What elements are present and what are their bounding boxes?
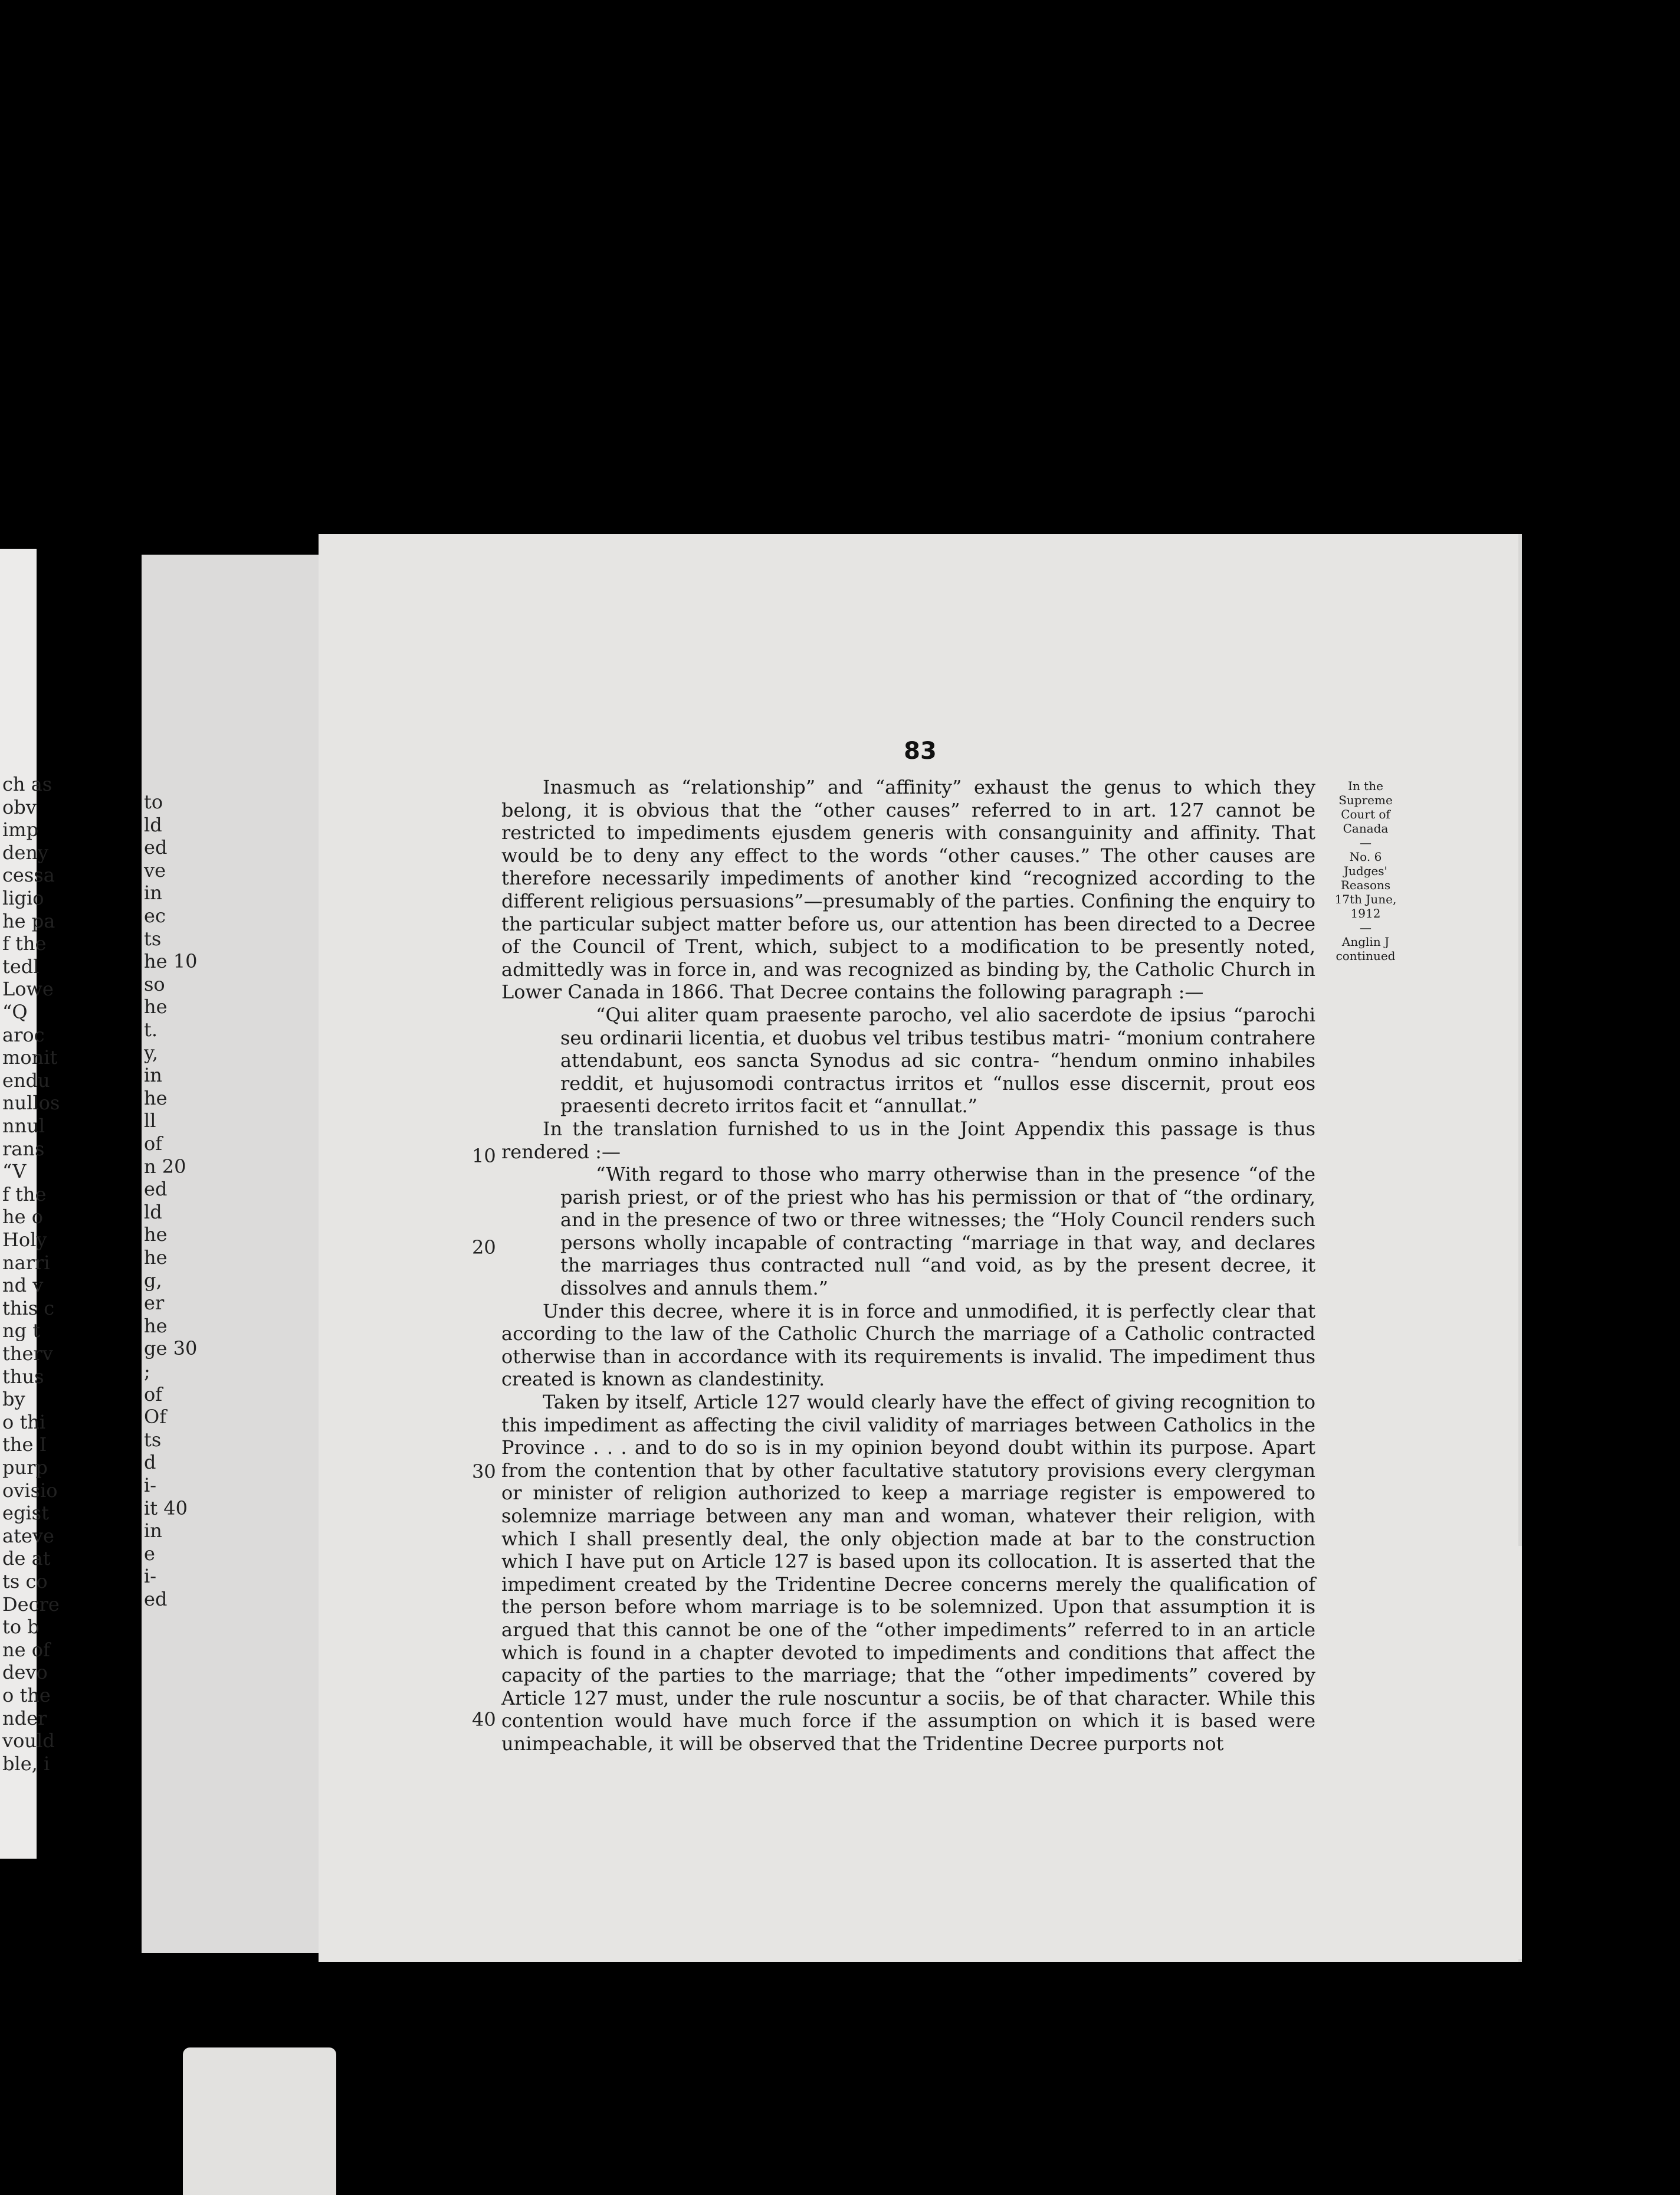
page-gutter	[142, 555, 321, 1953]
left-fragment-text: he o	[2, 1205, 43, 1228]
gutter-fragment-text: ve	[144, 859, 166, 882]
gutter-fragment-text: he	[144, 1314, 168, 1337]
gutter-fragment-text: g,	[144, 1269, 162, 1292]
left-fragment-text: rans	[2, 1137, 45, 1160]
previous-page-fragment	[0, 549, 60, 1859]
left-fragment-text: Lowe	[2, 978, 54, 1001]
gutter-fragment-text: so	[144, 972, 165, 995]
paragraph-1: Inasmuch as “relationship” and “affinity” exhaust the genus to which they belong, it is obvious that the “other causes” referred to in art. 127 cannot be restricted to impediments ejusdem generis with consanguinity and affinity. That would be to deny any effect to the words “other causes.” The other causes are therefore necessarily impediments of another kind “recognized according to the different religious persuasions”—presumably of the parties. Confining the enquiry to the particular subject matter before us, our attention has been directed to a Decree of the Council of Trent, which, subject to a modification to be presently noted, admittedly was in force in, and was recognized as binding by, the Catholic Church in Lower Canada in 1866. That Decree contains the following paragraph :—	[501, 776, 1315, 1004]
left-fragment-text: f the	[2, 932, 47, 955]
gutter-fragment-text: he	[144, 1086, 168, 1109]
left-fragment-text: nullos	[2, 1092, 60, 1115]
gutter-fragment-text: he	[144, 1246, 168, 1269]
gutter-fragment-text: ts	[144, 927, 162, 950]
left-fragment-text: “V	[2, 1160, 27, 1183]
left-fragment-text: egist	[2, 1502, 49, 1525]
gutter-fragment-text: he 10	[144, 950, 198, 973]
left-fragment-text: o the	[2, 1684, 51, 1706]
margin-number: No. 6	[1349, 850, 1382, 864]
gutter-fragment-text: in	[144, 1064, 162, 1087]
gutter-fragment-text: of	[144, 1132, 163, 1155]
margin-court: In the Supreme Court of Canada	[1338, 779, 1393, 836]
left-fragment-text: ovisio	[2, 1479, 58, 1502]
gutter-fragment-text: ed	[144, 1178, 168, 1201]
left-fragment-text: therv	[2, 1342, 53, 1365]
left-fragment-text: ng t	[2, 1319, 41, 1342]
gutter-fragment-text: Of	[144, 1406, 167, 1429]
gutter-fragment-text: i-	[144, 1565, 157, 1588]
latin-quote: “Qui aliter quam praesente parocho, vel alio sacerdote de ipsius “parochi seu ordinarii licentia, et duobus vel tribus testibus matri- “monium contrahere attendabunt, eos sancta Synodus ad sic contra- “hendum onmino inhabiles reddit, et hujusomodi contractus irritos et “nullos esse discernit, prout eos praesenti decreto irritos facit et “annullat.”	[560, 1003, 1315, 1118]
left-fragment-text: Decre	[2, 1593, 60, 1616]
left-fragment-text: ne of	[2, 1638, 50, 1661]
left-fragment-text: devo	[2, 1661, 48, 1684]
left-fragment-text: tedl	[2, 955, 40, 978]
next-page-fragment	[183, 2047, 336, 2195]
left-fragment-text: ch as	[2, 773, 52, 795]
gutter-fragment-text: in	[144, 882, 162, 905]
left-fragment-text: o thi	[2, 1410, 46, 1433]
gutter-fragment-text: n 20	[144, 1155, 186, 1178]
paragraph-3: Under this decree, where it is in force and unmodified, it is perfectly clear that according to the law of the Catholic Church the marriage of a Catholic contracted otherwise than in accordance with its requirements is invalid. The impediment thus created is known as clandestinity.	[501, 1299, 1315, 1391]
paragraph-4: Taken by itself, Article 127 would clearly have the effect of giving recognition to this impediment as affecting the civil validity of marriages between Catholics in the Province . . . and to do so is in my opinion beyond doubt within its purpose. Apart from the contention that by other facultative statutory provisions every clergyman or minister of religion authorized to keep a marriage register is empowered to solemnize marriage between any man and woman, whatever their religion, with which I shall presently deal, the only objection made at bar to the construction which I have put on Article 127 is based upon its collocation. It is asserted that the impediment created by the Tridentine Decree concerns merely the qualification of the person before whom marriage is to be solemnized. Upon that assumption it is argued that this cannot be one of the “other impediments” referred to in an article which is found in a chapter devoted to impediments and conditions that affect the capacity of the parties to the marriage; that the “other impediments” covered by Article 127 must, under the rule noscuntur a sociis, be of that character. While this contention would have much force if the assumption on which it is based were unimpeachable, it will be observed that the Tridentine Decree purports not	[501, 1391, 1315, 1755]
left-fragment-text: aroc	[2, 1023, 45, 1046]
line-number-30: 30	[472, 1460, 496, 1483]
left-fragment-text: cessa	[2, 864, 55, 887]
left-fragment-text: this c	[2, 1296, 55, 1319]
left-fragment-text: endu	[2, 1069, 50, 1092]
gutter-fragment-text: in	[144, 1519, 162, 1542]
left-fragment-text: by	[2, 1388, 25, 1411]
paragraph-2: In the translation furnished to us in the Joint Appendix this passage is thus rendered :—	[501, 1117, 1315, 1163]
gutter-fragment-text: ed	[144, 1588, 168, 1610]
margin-author: Anglin J	[1341, 935, 1390, 949]
left-fragment-text: ble, i	[2, 1752, 50, 1775]
page-edge-tab	[1498, 1546, 1522, 1959]
left-fragment-text: to b	[2, 1616, 40, 1639]
gutter-fragment-text: i-	[144, 1474, 157, 1496]
body-text	[501, 776, 1315, 1755]
gutter-fragment-text: ld	[144, 1200, 162, 1223]
left-fragment-text: “Q	[2, 1001, 28, 1023]
gutter-fragment-text: y,	[144, 1041, 158, 1064]
left-fragment-text: ateve	[2, 1524, 54, 1547]
left-fragment-text: nder	[2, 1706, 47, 1729]
margin-title: Judges' Reasons	[1340, 864, 1391, 892]
gutter-fragment-text: ed	[144, 836, 168, 859]
line-number-40: 40	[472, 1708, 496, 1731]
gutter-fragment-text: ge 30	[144, 1337, 198, 1360]
gutter-fragment-text: d	[144, 1451, 156, 1474]
page-number: 83	[904, 738, 937, 765]
gutter-fragment-text: he	[144, 1223, 168, 1246]
left-fragment-text: the I	[2, 1433, 47, 1456]
gutter-fragment-text: of	[144, 1382, 163, 1406]
left-fragment-text: vould	[2, 1729, 55, 1752]
gutter-fragment-text: to	[144, 791, 163, 813]
left-fragment-text: deny	[2, 841, 49, 864]
left-fragment-text: monit	[2, 1046, 58, 1069]
margin-status: continued	[1336, 949, 1396, 963]
gutter-fragment-text: ld	[144, 813, 162, 836]
gutter-fragment-text: ts	[144, 1428, 162, 1451]
left-fragment-text: imp	[2, 818, 39, 841]
margin-note: In the Supreme Court of Canada — No. 6 Judges' Reasons 17th June, 1912 — Anglin J continued	[1334, 779, 1397, 963]
line-number-10: 10	[472, 1145, 496, 1167]
translation-quote: “With regard to those who marry otherwise than in the presence “of the parish priest, or of the priest who has his permission or that of “the ordinary, and in the presence of two or three witnesses; the “Holy Council renders such persons wholly incapable of contracting “marriage in that way, and declares the marriages thus contracted null “and void, as by the present decree, it dissolves and annuls them.”	[560, 1163, 1315, 1300]
gutter-fragment-text: it 40	[144, 1496, 188, 1519]
line-number-20: 20	[472, 1236, 496, 1259]
left-fragment-text: thus	[2, 1365, 44, 1388]
margin-date: 17th June, 1912	[1334, 892, 1397, 920]
left-fragment-text: Holy	[2, 1228, 47, 1251]
gutter-fragment-text: e	[144, 1542, 155, 1565]
gutter-fragment-text: t.	[144, 1018, 158, 1041]
left-fragment-text: ts co	[2, 1570, 48, 1593]
document-page	[319, 534, 1522, 1962]
left-fragment-text: nnul	[2, 1115, 45, 1137]
left-fragment-text: f the	[2, 1182, 47, 1205]
left-fragment-text: ligio	[2, 887, 44, 909]
gutter-fragment-text: er	[144, 1292, 165, 1315]
gutter-fragment-text: ll	[144, 1109, 156, 1132]
gutter-fragment-text: ;	[144, 1360, 150, 1382]
left-fragment-text: obv	[2, 795, 37, 818]
gutter-fragment-text: ec	[144, 905, 166, 927]
left-fragment-text: purp	[2, 1456, 48, 1479]
gutter-fragment-text: he	[144, 995, 168, 1018]
left-fragment-text: de at	[2, 1547, 51, 1570]
left-fragment-text: narri	[2, 1251, 50, 1274]
left-fragment-text: nd v	[2, 1274, 44, 1297]
left-fragment-text: he pa	[2, 909, 55, 932]
